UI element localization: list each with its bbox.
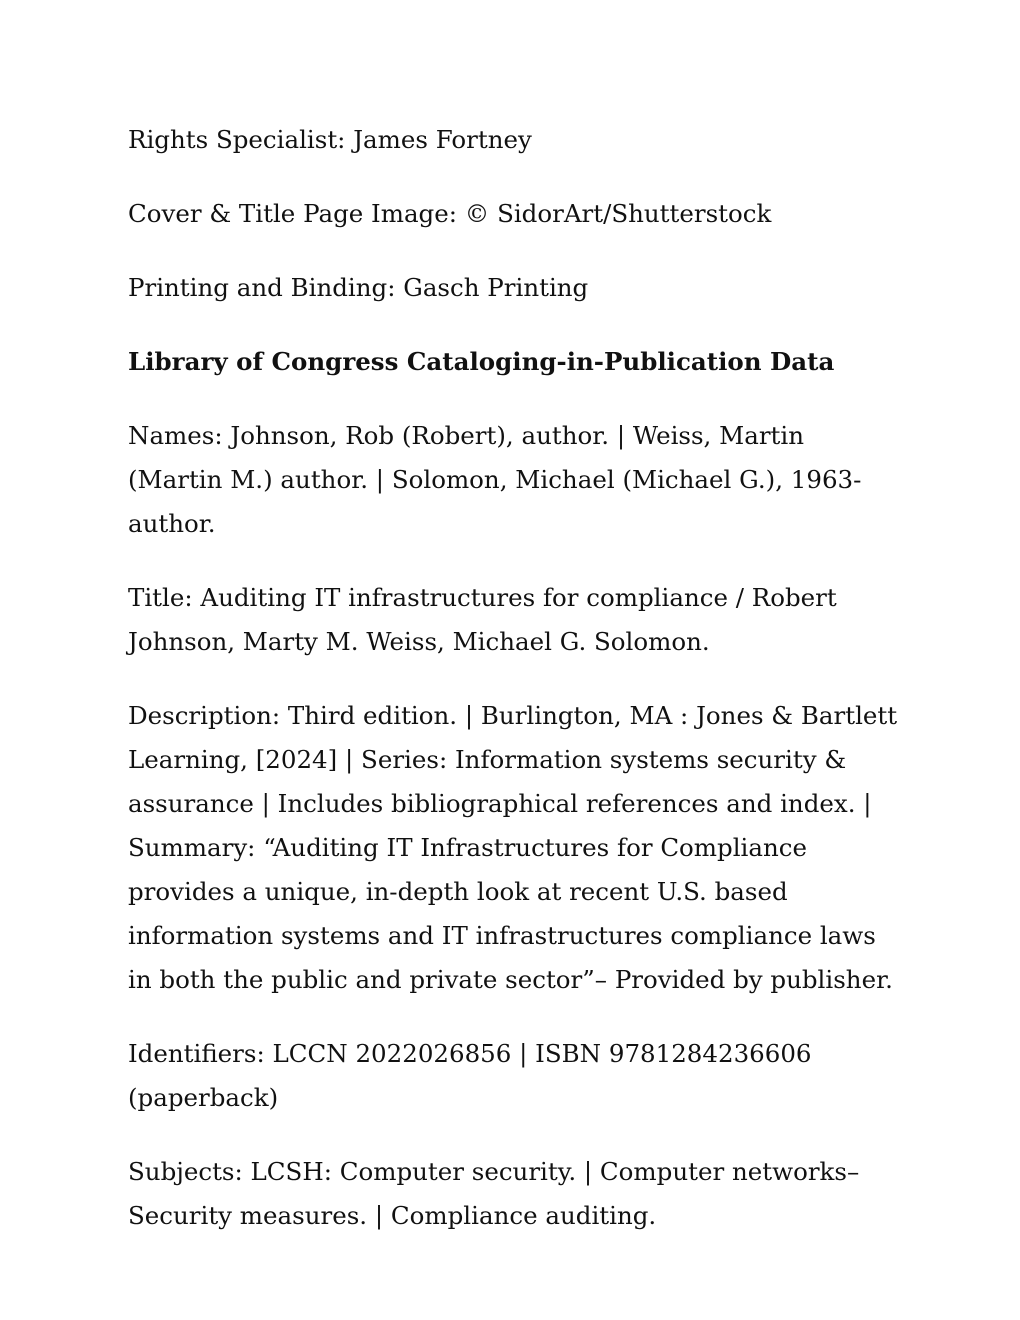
cip-heading: Library of Congress Cataloging-in-Publication Data: [128, 347, 835, 376]
printing-credit: Printing and Binding: Gasch Printing: [128, 273, 589, 302]
cover-image-credit: Cover & Title Page Image: © SidorArt/Shutterstock: [128, 199, 772, 228]
cip-description: Description: Third edition. | Burlington, MA : Jones & Bartlett Learning, [2024] | Series: Information systems security & assurance | Includes bibliographical references and index. | Summary: “Auditing IT Infrastructures for Compliance provides a unique, in-depth look at recent U.S. based information systems and IT infrastructures compliance laws in both the public and private sector”– Provided by publisher.: [128, 701, 898, 994]
rights-specialist-line: Rights Specialist: James Fortney: [128, 125, 532, 154]
copyright-page: [128, 118, 900, 1268]
cip-subjects: Subjects: LCSH: Computer security. | Computer networks–Security measures. | Compliance auditing.: [128, 1157, 860, 1230]
cip-title: Title: Auditing IT infrastructures for compliance / Robert Johnson, Marty M. Weiss, Michael G. Solomon.: [128, 583, 837, 656]
cip-names: Names: Johnson, Rob (Robert), author. | Weiss, Martin (Martin M.) author. | Solomon, Michael (Michael G.), 1963- author.: [128, 421, 862, 538]
cip-identifiers: Identifiers: LCCN 2022026856 | ISBN 9781284236606 (paperback): [128, 1039, 812, 1112]
